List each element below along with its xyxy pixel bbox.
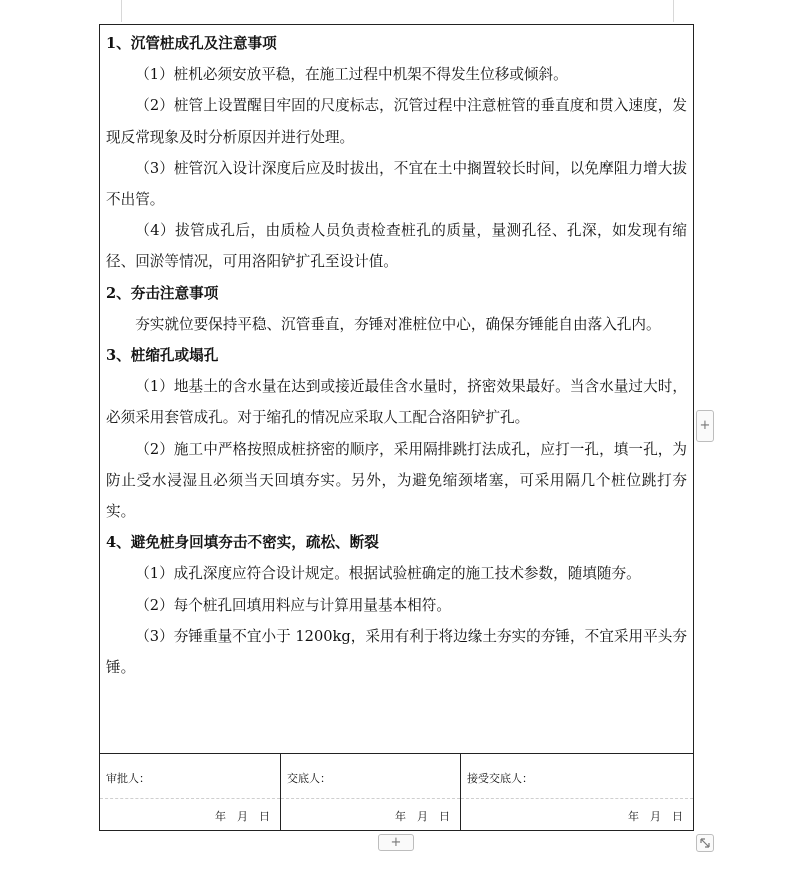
disclosure-table: [99, 24, 694, 831]
section-1-paragraph-4: （4）拔管成孔后，由质检人员负责检查桩孔的质量，量测孔径、孔深，如发现有缩径、回淤等情况，可用洛阳铲扩孔至设计值。: [106, 222, 687, 271]
date-month: 月: [417, 810, 429, 823]
section-4-paragraph-3: （3）夯锤重量不宜小于 1200kg，采用有利于将边缘土夯实的夯锤，不宜采用平头夯锤。: [106, 627, 687, 677]
section-3-paragraph-1: （1）地基土的含水量在达到或接近最佳含水量时，挤密效果最好。当含水量过大时，必须采用套管成孔。对于缩孔的情况应采取人工配合洛阳铲扩孔。: [106, 378, 687, 427]
discloser-label: 交底人：: [287, 772, 331, 785]
section-heading-1: 1、沉管桩成孔及注意事项: [106, 35, 277, 52]
page-margin-mark-right: [673, 0, 674, 22]
section-heading-4: 4、避免桩身回填夯击不密实，疏松、断裂: [106, 534, 379, 552]
discloser-date: [385, 808, 451, 824]
date-day: 日: [439, 810, 451, 823]
approver-date: [205, 808, 271, 824]
add-row-button[interactable]: +: [378, 834, 414, 851]
section-3-paragraph-2: （2）施工中严格按照成桩挤密的顺序，采用隔排跳打法成孔，应打一孔，填一孔，为防止受水浸湿且必须当天回填夯实。另外，为避免缩颈堵塞，可采用隔几个桩位跳打夯实。: [106, 440, 687, 521]
cell-divider: [281, 798, 460, 799]
receiver-cell[interactable]: [460, 754, 693, 831]
section-heading-3: 3、桩缩孔或塌孔: [106, 347, 219, 365]
receiver-label: 接受交底人：: [467, 772, 533, 785]
signature-row: [100, 753, 693, 831]
receiver-date: [618, 808, 684, 824]
discloser-cell[interactable]: [280, 754, 460, 831]
approver-cell[interactable]: [100, 754, 280, 831]
section-1-paragraph-2: （2）桩管上设置醒目牢固的尺度标志，沉管过程中注意桩管的垂直度和贯入速度，发现反常现象及时分析原因并进行处理。: [106, 97, 687, 146]
approver-label: 审批人：: [106, 772, 150, 785]
date-month: 月: [237, 810, 249, 823]
page-margin-mark-left: [121, 0, 122, 22]
section-4-paragraph-1: （1）成孔深度应符合设计规定。根据试验桩确定的施工技术参数，随填随夯。: [135, 565, 641, 583]
cell-divider: [100, 798, 280, 799]
date-day: 日: [672, 810, 684, 823]
table-resize-handle[interactable]: [696, 834, 714, 852]
date-year: 年: [395, 810, 407, 823]
section-1-paragraph-1: （1）桩机必须安放平稳，在施工过程中机架不得发生位移或倾斜。: [135, 66, 568, 84]
section-4-paragraph-2: （2）每个桩孔回填用料应与计算用量基本相符。: [135, 596, 451, 614]
date-day: 日: [259, 810, 271, 823]
section-1-paragraph-3: （3）桩管沉入设计深度后应及时拔出，不宜在土中搁置较长时间，以免摩阻力增大拔不出管。: [106, 159, 687, 209]
cell-divider: [461, 798, 693, 799]
date-year: 年: [628, 810, 640, 823]
date-year: 年: [215, 810, 227, 823]
add-column-button[interactable]: +: [696, 410, 714, 442]
section-heading-2: 2、夯击注意事项: [106, 284, 219, 302]
table-content-cell[interactable]: [100, 25, 693, 754]
date-month: 月: [650, 810, 662, 823]
section-2-paragraph-1: 夯实就位要保持平稳、沉管垂直，夯锤对准桩位中心，确保夯锤能自由落入孔内。: [135, 315, 661, 333]
resize-arrows-icon: [697, 835, 713, 851]
